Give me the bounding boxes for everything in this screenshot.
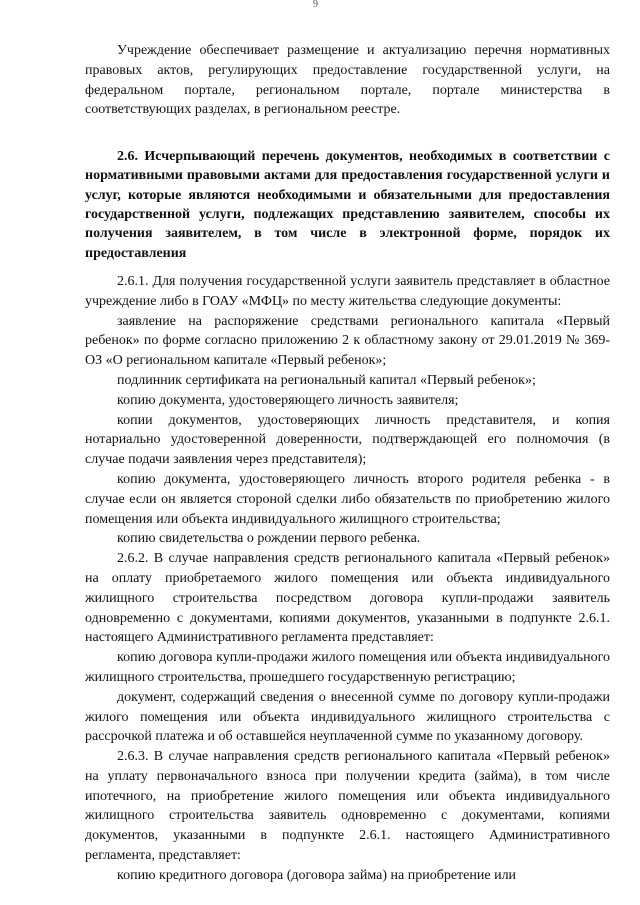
list-item-payment-info: документ, содержащий сведения о внесенной сумме по договору купли-продажи жилого помещения или объекта индивидуального жилищного строительства с рассрочкой платежа и об оставшейся неуплаченной сумме по указанному договору.	[85, 689, 610, 745]
section-heading-2-6: 2.6. Исчерпывающий перечень документов, необходимых в соответствии с нормативными правовыми актами для предоставления государственной услуги и услуг, которые являются необходимыми и обязательными для предоставления государственной услуги, подлежащих представлению заявителем, способы их получения заявителем, в том числе в электронной форме, порядок их предоставления	[85, 149, 610, 261]
paragraph-portal-publication: Учреждение обеспечивает размещение и актуализацию перечня нормативных правовых актов, регулирующих предоставление государственной услуги, на федеральном портале, региональном портале, портале министерства в соответствующих разделах, в региональном реестре.	[85, 43, 610, 118]
list-item-certificate: подлинник сертификата на региональный капитал «Первый ребенок»;	[117, 372, 536, 388]
paragraph-2-6-2: 2.6.2. В случае направления средств регионального капитала «Первый ребенок» на оплату приобретаемого жилого помещения или объекта индивидуального жилищного строительства посредством договора купли-продажи заявитель одновременно с документами, копиями документов, указанными в подпункте 2.6.1. настоящего Административного регламента представляет:	[85, 551, 610, 646]
paragraph-2-6-1: 2.6.1. Для получения государственной услуги заявитель представляет в областное учреждение либо в ГОАУ «МФЦ» по месту жительства следующие документы:	[85, 273, 610, 309]
list-item-credit-contract: копию кредитного договора (договора займа) на приобретение или	[117, 867, 517, 883]
list-item-purchase-contract: копию договора купли-продажи жилого помещения или объекта индивидуального жилищного строительства, прошедшего государственную регистрацию;	[85, 650, 610, 685]
paragraph-2-6-3: 2.6.3. В случае направления средств регионального капитала «Первый ребенок» на уплату первоначального взноса при получении кредита (займа), в том числе ипотечного, на приобретение жилого помещения или объекта индивидуального жилищного строительства заявитель одновременно с документами, копиями документов, указанными в подпункте 2.6.1. настоящего Административного регламента, представляет:	[85, 749, 610, 864]
page-number: 9	[313, 0, 318, 10]
list-item-birth-certificate: копию свидетельства о рождении первого ребенка.	[117, 531, 421, 547]
list-item-applicant-id: копию документа, удостоверяющего личность заявителя;	[117, 392, 459, 408]
list-item-second-parent-id: копию документа, удостоверяющего личность второго родителя ребенка - в случае если он является стороной сделки либо обязательств по приобретению жилого помещения или объекта индивидуального жилищного строительства;	[85, 471, 610, 527]
list-item-application: заявление на распоряжение средствами регионального капитала «Первый ребенок» по форме согласно приложению 2 к областному закону от 29.01.2019 № 369-ОЗ «О региональном капитале «Первый ребенок»;	[85, 313, 610, 369]
list-item-representative-docs: копии документов, удостоверяющих личность представителя, и копия нотариально удостоверенной доверенности, подтверждающей его полномочия (в случае подачи заявления через представителя);	[85, 412, 610, 468]
document-body	[85, 41, 610, 886]
